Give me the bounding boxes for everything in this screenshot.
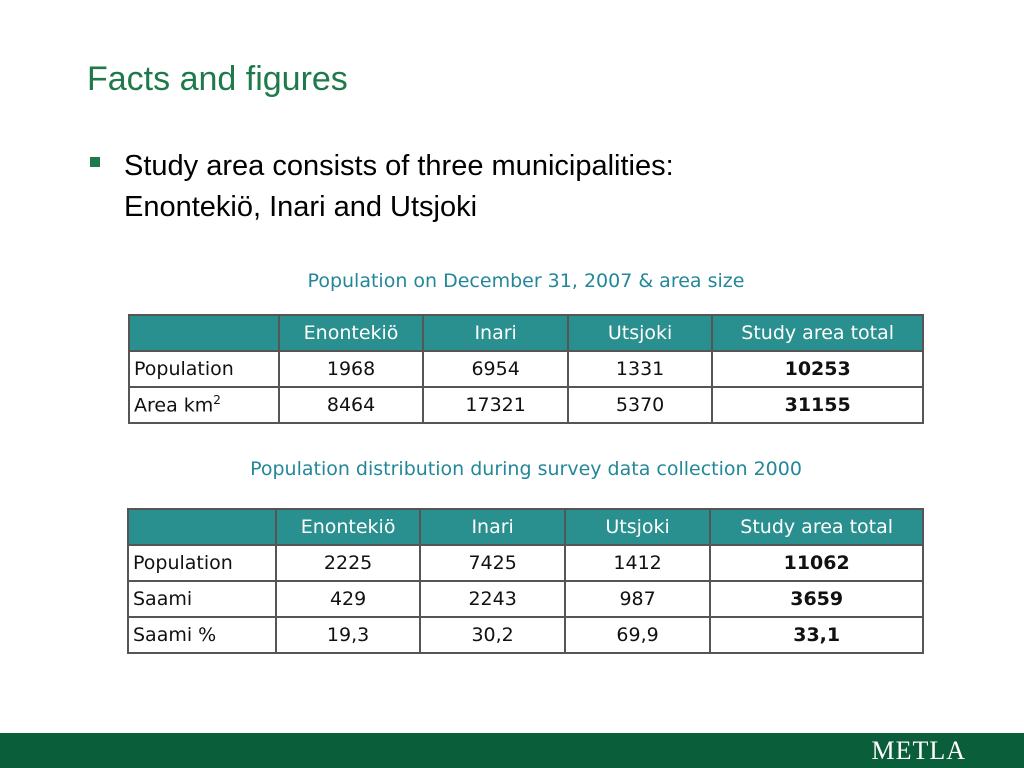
table-cell: 17321 (423, 387, 567, 423)
row-label: Saami (128, 581, 276, 617)
table1-header-cell: Inari (423, 315, 567, 351)
table-cell: 429 (276, 581, 421, 617)
bullet-line-2: Enontekiö, Inari and Utsjoki (124, 191, 478, 223)
table2-header-cell (128, 509, 276, 545)
total-cell: 11062 (710, 545, 923, 581)
table-row (128, 581, 923, 617)
table2-caption: Population distribution during survey data collection 2000 (250, 458, 802, 480)
table-cell: 1412 (565, 545, 711, 581)
footer-bar (0, 733, 1024, 768)
slide-title: Facts and figures (87, 60, 348, 98)
table1-header-row (129, 315, 923, 351)
table-cell: 19,3 (276, 617, 421, 653)
table-row (129, 351, 923, 387)
table2-header-row (128, 509, 923, 545)
table1-header-cell (129, 315, 279, 351)
table-cell: 2243 (420, 581, 564, 617)
table2-header-cell: Inari (420, 509, 564, 545)
table-cell: 1968 (279, 351, 424, 387)
table-row (128, 545, 923, 581)
table-cell: 2225 (276, 545, 421, 581)
table1-header-cell: Enontekiö (279, 315, 424, 351)
row-label: Saami % (128, 617, 276, 653)
table1-caption: Population on December 31, 2007 & area size (307, 270, 745, 292)
population-distribution-table (127, 508, 924, 654)
table1-header-cell: Study area total (712, 315, 923, 351)
table-cell: 8464 (279, 387, 424, 423)
table2-header-cell: Utsjoki (565, 509, 711, 545)
table-cell: 6954 (423, 351, 567, 387)
bullet-text (124, 146, 674, 228)
total-cell: 10253 (712, 351, 923, 387)
table2-header-cell: Study area total (710, 509, 923, 545)
row-label: Population (129, 351, 279, 387)
total-cell: 33,1 (710, 617, 923, 653)
row-label: Population (128, 545, 276, 581)
population-area-table (128, 314, 924, 424)
total-cell: 3659 (710, 581, 923, 617)
row-label (129, 387, 279, 423)
table-cell: 5370 (568, 387, 712, 423)
table-cell: 30,2 (420, 617, 564, 653)
table-cell: 987 (565, 581, 711, 617)
total-cell: 31155 (712, 387, 923, 423)
table-cell: 1331 (568, 351, 712, 387)
metla-logo: METLA (871, 736, 966, 765)
table-row (128, 617, 923, 653)
table-cell: 69,9 (565, 617, 711, 653)
table1-header-cell: Utsjoki (568, 315, 712, 351)
table-cell: 7425 (420, 545, 564, 581)
row-label-superscript: 2 (213, 393, 221, 408)
bullet-square-icon (90, 157, 100, 167)
table2-header-cell: Enontekiö (276, 509, 421, 545)
row-label-text: Area km (134, 394, 214, 417)
bullet-line-1: Study area consists of three municipalities: (124, 150, 674, 182)
table-row (129, 387, 923, 423)
